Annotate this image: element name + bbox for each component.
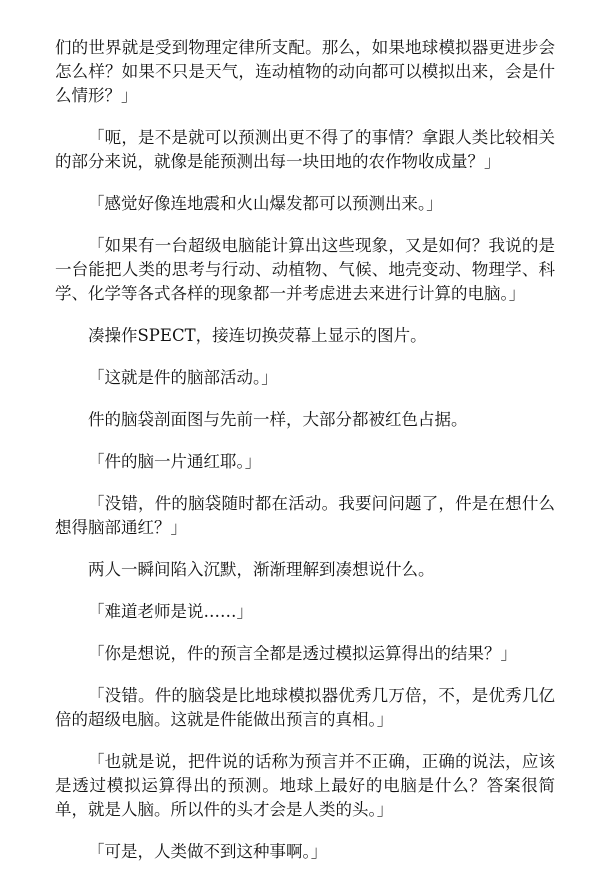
paragraph-6: 「这就是件的脑部活动。」 [88, 368, 278, 387]
paragraph-11: 「难道老师是说……」 [88, 602, 253, 621]
paragraph-7: 件的脑袋剖面图与先前一样，大部分都被红色占据。 [88, 410, 468, 429]
paragraph-13: 「没错。件的脑袋是比地球模拟器优秀几万倍，不，是优秀几亿倍的超级电脑。这就是件能做出预言的真相。」 [55, 686, 555, 729]
paragraph-4: 「如果有一台超级电脑能计算出这些现象，又是如何？我说的是一台能把人类的思考与行动、动植物、气候、地壳变动、物理学、科学、化学等各式各样的现象都一并考虑进去来进行计算的电脑。」 [55, 236, 555, 303]
paragraph-2: 「呃，是不是就可以预测出更不得了的事情？拿跟人类比较相关的部分来说，就像是能预测出每一块田地的农作物收成量？」 [55, 128, 555, 171]
paragraph-12: 「你是想说，件的预言全都是透过模拟运算得出的结果？」 [88, 644, 517, 663]
paragraph-5: 凑操作SPECT，接连切换荧幕上显示的图片。 [88, 326, 427, 345]
paragraph-3: 「感觉好像连地震和火山爆发都可以预测出来。」 [88, 194, 443, 213]
paragraph-10: 两人一瞬间陷入沉默，渐渐理解到凑想说什么。 [88, 560, 435, 579]
paragraph-8: 「件的脑一片通红耶。」 [88, 452, 262, 471]
paragraph-15: 「可是，人类做不到这种事啊。」 [88, 842, 328, 861]
paragraph-9: 「没错，件的脑袋随时都在活动。我要问问题了，件是在想什么想得脑部通红？」 [55, 494, 555, 537]
paragraph-1: 们的世界就是受到物理定律所支配。那么，如果地球模拟器更进步会怎么样？如果不只是天气，连动植物的动向都可以模拟出来，会是什么情形？」 [55, 38, 555, 105]
paragraph-14: 「也就是说，把件说的话称为预言并不正确，正确的说法，应该是透过模拟运算得出的预测。地球上最好的电脑是什么？答案很简单，就是人脑。所以件的头才会是人类的头。」 [55, 752, 555, 819]
